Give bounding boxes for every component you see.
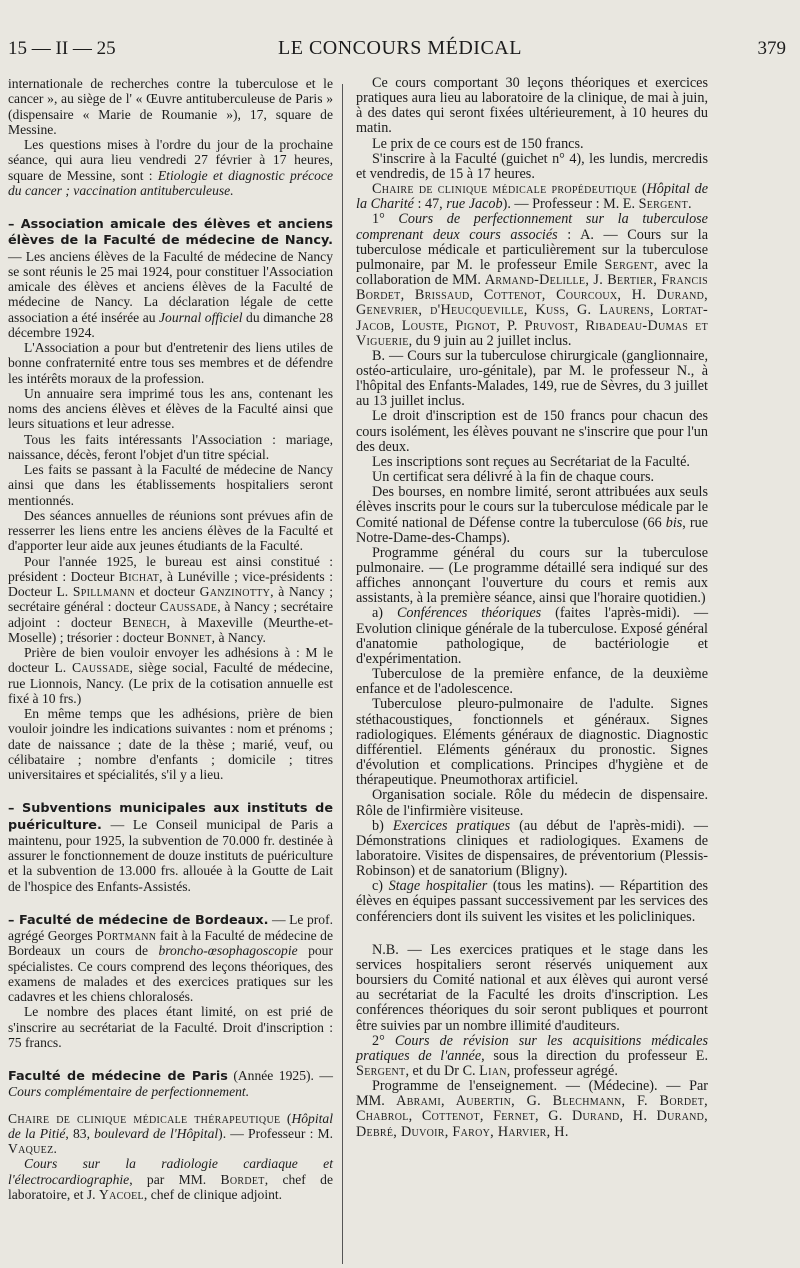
paragraph: En même temps que les adhésions, prière de bien vouloir joindre les indications suivantes : nom et prénoms ; date de naissance ; date de la thèse ; marié, veuf, ou célibataire ; nombre d'enfants ; domicile ; titres universitaires et spécialités, s'il y a lieu. [8, 706, 333, 782]
issue-date: 15 — II — 25 [8, 38, 116, 59]
paragraph: Prière de bien vouloir envoyer les adhésions à : M le docteur L. Caussade, siège social, Faculté de médecine, rue Lionnois, Nancy. (Le prix de la cotisation annuelle est fixé à 10 frs.) [8, 645, 334, 706]
paragraph: Tuberculose pleuro-pulmonaire de l'adulte. Signes stéthacoustiques, fonctionnels et généraux. Signes radiologiques. Eléments généraux de diagnostic. Diagnostic différentiel. Eléments généraux du pronostic. Signes d'évolution et complications. Principes d'hygiène et de thérapeutique. Pneumothorax artificiel. [356, 696, 708, 789]
paragraph: Le droit d'inscription est de 150 francs pour chacun des cours isolément, les élèves pouvant ne s'inscrire que pour l'un des deux. [356, 408, 708, 455]
right-column [356, 76, 708, 1140]
course-2: 2° Cours de révision sur les acquisitions médicales pratiques de l'année, sous la direction du professeur E. Sergent, et du Dr C. Lian, professeur agrégé. [356, 1032, 709, 1079]
section-association-nancy: – Association amicale des élèves et anciens élèves de la Faculté de médecine de Nancy. — Les anciens élèves de la Faculté de médecine de Nancy se sont réunis le 25 mai 1924, pour constituer l'Association amicale des élèves et anciens élèves de la Faculté de médecine de Nancy. La déclaration légale de cette association a été insérée au Journal officiel du dimanche 28 décembre 1924. [8, 217, 334, 340]
left-column [8, 76, 333, 1202]
page-number: 379 [757, 38, 786, 59]
column-divider [342, 84, 343, 1264]
running-header [0, 34, 800, 64]
paragraph: Des séances annuelles de réunions sont prévues afin de resserrer les liens entre les anciens élèves de la Faculté et d'apporter leur aide aux jeunes étudiants de la Faculté. [8, 507, 333, 554]
paragraph: Un certificat sera délivré à la fin de chaque cours. [372, 469, 655, 486]
nota-bene: N.B. — Les exercices pratiques et le stage dans les services hospitaliers seront réservés uniquement aux boursiers du Comité national et aux élèves qui auront versé au secrétariat de la Faculté les droits d'inscription. Les conférences théoriques du soir seront publiques et pourront être suivies par un nombre illimité d'auditeurs. [356, 941, 708, 1034]
paragraph: c) Stage hospitalier (tous les matins). — Répartition des élèves en équipes passant successivement par les services des conférenciers dont ils suivent les visites et les policliniques. [356, 878, 708, 925]
journal-title: LE CONCOURS MÉDICAL [278, 37, 522, 59]
section-bordeaux: – Faculté de médecine de Bordeaux. — Le prof. agrégé Georges Portmann fait à la Faculté de médecine de Bordeaux un cours de broncho-œsophagoscopie pour spécialistes. Ce cours comprend des leçons théoriques, des examens de malades et des exercices pratiques sur les cadavres et les chiens chloralosés. [8, 911, 333, 1004]
paragraph: Les inscriptions sont reçues au Secrétariat de la Faculté. [372, 453, 690, 470]
paragraph: Un annuaire sera imprimé tous les ans, contenant les noms des anciens élèves et élèves de la Faculté ainsi que leurs situations et leur adresse. [8, 385, 333, 432]
paragraph-bureau: Pour l'année 1925, le bureau est ainsi constitué : président : Docteur Bichat, à Lunéville ; vice-présidents : Docteur L. Spillmann et docteur Ganzinotty, à Nancy ; secrétaire général : docteur Caussade, à Nancy ; secrétaire adjoint : docteur Benech, à Maxeville (Meurthe-et-Moselle) ; trésorier : docteur Bonnet, à Nancy. [8, 553, 333, 645]
paragraph: Les questions mises à l'ordre du jour de la prochaine séance, qui aura lieu vendredi 27 février à 17 heures, square de Messine, sont : Etiologie et diagnostic précoce du cancer ; vaccination antituberculeuse. [8, 137, 333, 198]
section-title: – Faculté de médecine de Bordeaux. [8, 912, 269, 928]
paragraph: Ce cours comportant 30 leçons théoriques et exercices pratiques aura lieu au laboratoire de la clinique, de mai à juin, à des dates qui seront fixées ultérieurement, à 10 heures du matin. [356, 75, 708, 137]
paragraph: Les faits se passant à la Faculté de médecine de Nancy ainsi que dans les établissements hospitaliers seront mentionnés. [8, 462, 333, 508]
paragraph: Organisation sociale. Rôle du médecin de dispensaire. Rôle de l'infirmière visiteuse. [356, 787, 708, 819]
chaire-therapeutique: Chaire de clinique médicale thérapeutique (Hôpital de la Pitié, 83, boulevard de l'Hôpital). — Professeur : M. Vaquez. [8, 1110, 334, 1156]
paragraph: L'Association a pour but d'entretenir des liens utiles de bonne confraternité entre tous ses membres et de défendre les intérêts moraux de la profession. [8, 340, 333, 386]
paragraph: Le prix de ce cours est de 150 francs. [372, 135, 584, 152]
paragraph: Programme de l'enseignement. — (Médecine). — Par MM. Abrami, Aubertin, G. Blechmann, F. Bordet, Chabrol, Cottenot, Fernet, G. Durand, H. Durand, Debré, Duvoir, Faroy, Harvier, H. [356, 1078, 709, 1140]
section-title: – Subventions municipales aux instituts de puériculture. [8, 801, 333, 833]
section-title: Faculté de médecine de Paris [8, 1069, 228, 1084]
section-title: – Association amicale des élèves et anciens élèves de la Faculté de médecine de Nancy. [8, 217, 333, 249]
paragraph: internationale de recherches contre la tuberculose et le cancer », au siège de l' « Œuvre antituberculeuse de Paris » (dispensaire « Marie de Roumanie »), 17, square de Messine. [8, 76, 333, 137]
section-subventions: – Subventions municipales aux instituts de puériculture. — Le Conseil municipal de Paris a maintenu, pour 1925, la subvention de 70.000 fr. destinée à assurer le fonctionnement de douze instituts de puériculture et la subvention de 13.000 frs. allouée à la Goutte de Lait de l'hospice des Enfants-Assistés. [8, 801, 333, 894]
paragraph: b) Exercices pratiques (au début de l'après-midi). — Démonstrations cliniques et radiologiques. Examens de laboratoire. Visites de dispensaires, de préventorium (Plessis-Robinson) et de sanatorium (Bligny). [356, 817, 708, 880]
paragraph: Tuberculose de la première enfance, de la deuxième enfance et de l'adolescence. [356, 666, 708, 698]
paragraph: Cours sur la radiologie cardiaque et l'électrocardiographie, par MM. Bordet, chef de laboratoire, et J. Yacoel, chef de clinique adjoint. [8, 1156, 333, 1202]
paragraph: Des bourses, en nombre limité, seront attribuées aux seuls élèves inscrits pour le cours sur la tuberculose médicale par le Comité national de Défense contre la tuberculose (66 bis, rue Notre-Dame-des-Champs). [356, 484, 708, 546]
paragraph: Tous les faits intéressants l'Association : mariage, naissance, décès, feront l'objet d'un titre spécial. [8, 431, 333, 462]
course-1: 1° Cours de perfectionnement sur la tuberculose comprenant deux cours associés : A. — Cours sur la tuberculose médicale et particulièrement sur la tuberculose pulmonaire, par M. le professeur Emile Sergent, avec la collaboration de MM. Armand-Delille, J. Bertier, Francis Bordet, Brissaud, Cottenot, Courcoux, H. Durand, Genevrier, d'Heucqueville, Kuss, G. Laurens, Lortat-Jacob, Louste, Pignot, P. Pruvost, Ribadeau-Dumas et Viguerie, du 9 juin au 2 juillet inclus. [356, 211, 708, 349]
paragraph: B. — Cours sur la tuberculose chirurgicale (ganglionnaire, ostéo-articulaire, uro-génitale), par M. le professeur N., à l'hôpital des Enfants-Malades, 149, rue de Sèvres, du 3 juillet au 13 juillet inclus. [356, 347, 708, 410]
paragraph: Programme général du cours sur la tuberculose pulmonaire. — (Le programme détaillé sera indiqué sur des affiches annonçant l'ouverture du cours et remis aux assistants, à la première séance, ainsi que l'horaire quotidien.) [356, 544, 708, 607]
paragraph: Le nombre des places étant limité, on est prié de s'inscrire au secrétariat de la Faculté. Droit d'inscription : 75 francs. [8, 1004, 333, 1050]
paragraph: S'inscrire à la Faculté (guichet n° 4), les lundis, mercredis et vendredis, de 15 à 17 heures. [356, 150, 708, 182]
paragraph: a) Conférences théoriques (faites l'après-midi). — Evolution clinique générale de la tuberculose. Exposé général d'anatomie pathologique, de bactériologie et d'expérimentation. [356, 605, 709, 667]
chaire-propedeutique: Chaire de clinique médicale propédeutique (Hôpital de la Charité : 47, rue Jacob). — Professeur : M. E. Sergent. [356, 181, 709, 213]
section-paris: Faculté de médecine de Paris (Année 1925). — Cours complémentaire de perfectionnement. [8, 1068, 333, 1100]
